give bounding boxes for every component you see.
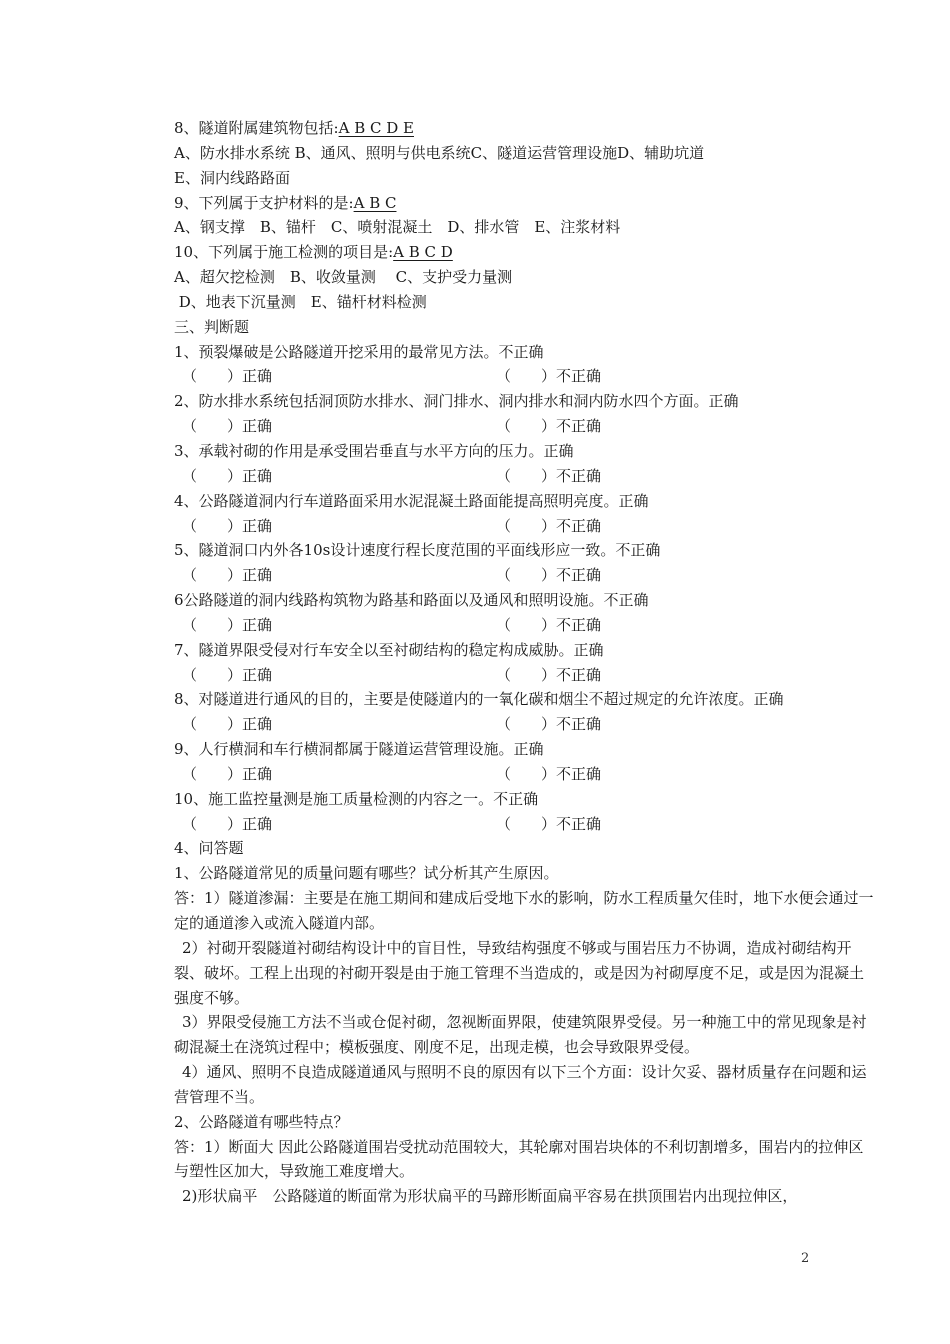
answer-text: A B C D E [338, 119, 414, 137]
option-true[interactable]: （ ）正确 [182, 615, 273, 634]
tf-question-8: 8、对隧道进行通风的目的，主要是使隧道内的一氧化碳和烟尘不超过规定的允许浓度。正确 [174, 690, 784, 709]
mc-options-10b: D、地表下沉量测 E、锚杆材料检测 [174, 292, 427, 311]
option-false[interactable]: （ ）不正确 [496, 764, 602, 783]
mc-question-8 [174, 116, 874, 141]
mc-question-9 [174, 191, 874, 216]
option-true[interactable]: （ ）正确 [182, 367, 273, 386]
tf-question-3: 3、承载衬砌的作用是承受围岩垂直与水平方向的压力。正确 [174, 441, 574, 460]
tf-options-9 [174, 762, 874, 787]
tf-question-9: 9、人行横洞和车行横洞都属于隧道运营管理设施。正确 [174, 740, 544, 759]
answer-text: A B C [353, 193, 397, 212]
qa2-answer-part2: 2)形状扁平 公路隧道的断面常为形状扁平的马蹄形断面扁平容易在拱顶围岩内出现拉伸区， [182, 1187, 798, 1206]
option-false[interactable]: （ ）不正确 [496, 417, 602, 436]
tf-question-5: 5、隧道洞口内外各10s设计速度行程长度范围的平面线形应一致。不正确 [174, 541, 661, 560]
option-false[interactable]: （ ）不正确 [496, 367, 602, 386]
qa-question-2: 2、公路隧道有哪些特点？ [174, 1112, 349, 1131]
tf-question-10: 10、施工监控量测是施工质量检测的内容之一。不正确 [174, 789, 539, 808]
option-false[interactable]: （ ）不正确 [496, 615, 602, 634]
option-true[interactable]: （ ）正确 [182, 814, 273, 833]
tf-question-6: 6公路隧道的洞内线路构筑物为路基和路面以及通风和照明设施。不正确 [174, 591, 649, 610]
tf-options-2 [174, 414, 874, 439]
tf-options-7 [174, 663, 874, 688]
option-true[interactable]: （ ）正确 [182, 715, 273, 734]
option-true[interactable]: （ ）正确 [182, 566, 273, 585]
mc-options-8a: A、防水排水系统 B、通风、照明与供电系统C、隧道运营管理设施D、辅助坑道 [174, 143, 705, 162]
tf-options-3 [174, 464, 874, 489]
qa-question-1: 1、公路隧道常见的质量问题有哪些？试分析其产生原因。 [174, 864, 559, 883]
qa1-answer-part4: 4）通风、照明不良造成隧道通风与照明不良的原因有以下三个方面：设计欠妥、器材质量存在问题和运营管理不当。 [174, 1063, 867, 1106]
tf-question-4: 4、公路隧道洞内行车道路面采用水泥混凝土路面能提高照明亮度。正确 [174, 491, 649, 510]
option-true[interactable]: （ ）正确 [182, 516, 273, 535]
tf-options-10 [174, 812, 874, 837]
tf-options-5 [174, 563, 874, 588]
option-false[interactable]: （ ）不正确 [496, 715, 602, 734]
mc-options-10a: A、超欠挖检测 B、收敛量测 C、支护受力量测 [174, 268, 513, 287]
option-false[interactable]: （ ）不正确 [496, 665, 602, 684]
section-heading-qa: 4、问答题 [174, 839, 244, 858]
qa1-answer-part1: 答：1）隧道渗漏：主要是在施工期间和建成后受地下水的影响，防水工程质量欠佳时，地下水便会通过一定的通道渗入或流入隧道内部。 [174, 889, 874, 932]
section-heading-true-false: 三、判断题 [174, 317, 250, 336]
option-false[interactable]: （ ）不正确 [496, 466, 602, 485]
tf-question-1: 1、预裂爆破是公路隧道开挖采用的最常见方法。不正确 [174, 342, 544, 361]
question-text: 8、隧道附属建筑物包括: [174, 119, 339, 137]
tf-options-1 [174, 364, 874, 389]
tf-options-8 [174, 712, 874, 737]
qa1-answer-part3: 3）界限受侵施工方法不当或仓促衬砌，忽视断面界限，使建筑限界受侵。另一种施工中的常见现象是衬砌混凝土在浇筑过程中；模板强度、刚度不足，出现走模，也会导致限界受侵。 [174, 1013, 867, 1057]
qa2-answer-part1: 答：1）断面大 因此公路隧道围岩受扰动范围较大，其轮廓对围岩块体的不利切割增多，围岩内的拉伸区与塑性区加大，导致施工难度增大。 [174, 1137, 864, 1181]
question-text: 10、下列属于施工检测的项目是: [174, 243, 394, 262]
option-true[interactable]: （ ）正确 [182, 764, 273, 783]
mc-options-9: A、钢支撑 B、锚杆 C、喷射混凝土 D、排水管 E、注浆材料 [174, 218, 621, 237]
qa1-answer-part2: 2）衬砌开裂隧道衬砌结构设计中的盲目性，导致结构强度不够或与围岩压力不协调，造成衬砌结构开裂、破坏。工程上出现的衬砌开裂是由于施工管理不当造成的，或是因为衬砌厚度不足，或是因为混凝土强度不够。 [174, 938, 865, 1007]
tf-options-6 [174, 613, 874, 638]
option-true[interactable]: （ ）正确 [182, 466, 273, 485]
mc-question-10 [174, 240, 874, 265]
option-false[interactable]: （ ）不正确 [496, 566, 602, 585]
tf-question-7: 7、隧道界限受侵对行车安全以至衬砌结构的稳定构成威胁。正确 [174, 640, 604, 659]
option-false[interactable]: （ ）不正确 [496, 814, 602, 833]
tf-question-2: 2、防水排水系统包括洞顶防水排水、洞门排水、洞内排水和洞内防水四个方面。正确 [174, 392, 739, 411]
question-text: 9、下列属于支护材料的是: [174, 193, 354, 212]
option-true[interactable]: （ ）正确 [182, 417, 273, 436]
page-number: 2 [801, 1251, 810, 1266]
page-content [174, 116, 874, 1209]
option-true[interactable]: （ ）正确 [182, 665, 273, 684]
option-false[interactable]: （ ）不正确 [496, 516, 602, 535]
answer-text: A B C D [393, 243, 453, 262]
tf-options-4 [174, 514, 874, 539]
mc-options-8b: E、洞内线路路面 [174, 168, 290, 187]
